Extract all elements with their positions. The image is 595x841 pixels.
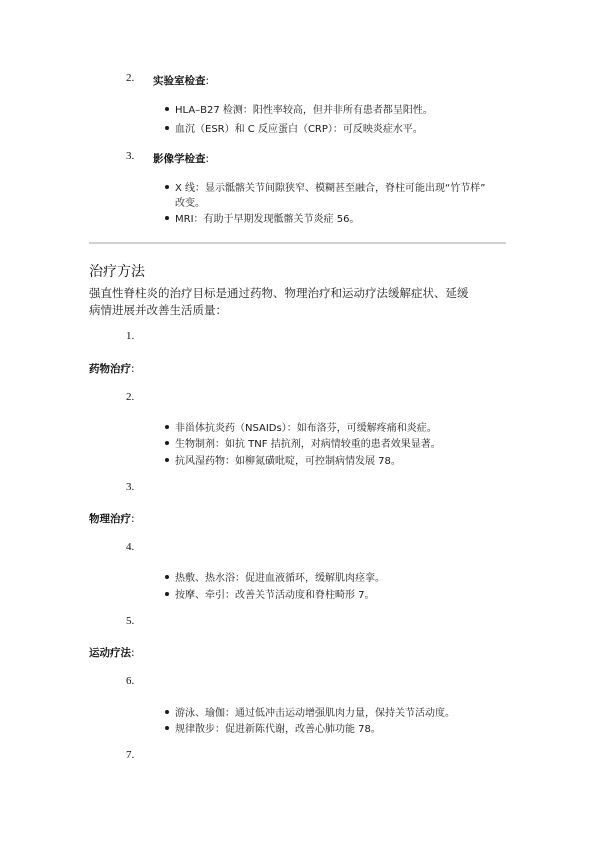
list-item: 非甾体抗炎药（NSAIDs）：如布洛芬，可缓解疼痛和炎症。 bbox=[175, 423, 437, 434]
lab-exam-heading: 实验室检查: bbox=[153, 75, 210, 87]
list-item: HLA–B27 检测：阳性率较高，但并非所有患者都呈阳性。 bbox=[175, 105, 433, 116]
list-item: X 线：显示骶髂关节间隙狭窄、模糊甚至融合，脊柱可能出现“竹节样” bbox=[175, 183, 486, 194]
list-item: MRI：有助于早期发现骶髂关节炎症 56。 bbox=[175, 214, 360, 225]
list-item: 血沉（ESR）和 C 反应蛋白（CRP）：可反映炎症水平。 bbox=[175, 124, 423, 135]
bullet-dot bbox=[165, 575, 169, 579]
list-item: 按摩、牵引：改善关节活动度和脊柱畸形 7。 bbox=[175, 590, 375, 601]
bullet-dot bbox=[165, 441, 169, 445]
intro-paragraph-line: 强直性脊柱炎的治疗目标是通过药物、物理治疗和运动疗法缓解症状、延缓 bbox=[89, 286, 469, 300]
exercise-therapy-heading: 运动疗法: bbox=[89, 647, 135, 659]
bullet-dot bbox=[165, 126, 169, 130]
list-number: 6. bbox=[126, 675, 135, 687]
list-item: 游泳、瑜伽：通过低冲击运动增强肌肉力量，保持关节活动度。 bbox=[175, 708, 455, 719]
list-number: 5. bbox=[126, 615, 135, 627]
list-number: 1. bbox=[126, 330, 135, 342]
bullet-dot bbox=[165, 710, 169, 714]
section-divider bbox=[89, 242, 506, 244]
list-item: 生物制剂：如抗 TNF 拮抗剂，对病情较重的患者效果显著。 bbox=[175, 439, 441, 450]
list-number: 2. bbox=[126, 391, 135, 403]
intro-paragraph-line: 病情进展并改善生活质量： bbox=[89, 303, 227, 317]
section-title: 治疗方法 bbox=[89, 264, 145, 280]
list-item: 规律散步：促进新陈代谢，改善心肺功能 78。 bbox=[175, 724, 381, 735]
list-number: 2. bbox=[126, 72, 135, 84]
physical-therapy-heading: 物理治疗: bbox=[89, 513, 135, 525]
list-item: 抗风湿药物：如柳氮磺吡啶，可控制病情发展 78。 bbox=[175, 456, 401, 467]
bullet-dot bbox=[165, 458, 169, 462]
bullet-dot bbox=[165, 726, 169, 730]
bullet-dot bbox=[165, 425, 169, 429]
list-number: 4. bbox=[126, 541, 135, 553]
drug-therapy-heading: 药物治疗: bbox=[89, 363, 135, 375]
bullet-dot bbox=[165, 216, 169, 220]
list-item-continuation: 改变。 bbox=[175, 198, 205, 209]
bullet-dot bbox=[165, 107, 169, 111]
list-item: 热敷、热水浴：促进血液循环，缓解肌肉痉挛。 bbox=[175, 573, 385, 584]
imaging-heading: 影像学检查: bbox=[153, 153, 210, 165]
list-number: 3. bbox=[126, 150, 135, 162]
list-number: 7. bbox=[126, 749, 135, 761]
bullet-dot bbox=[165, 592, 169, 596]
bullet-dot bbox=[165, 185, 169, 189]
list-number: 3. bbox=[126, 481, 135, 493]
